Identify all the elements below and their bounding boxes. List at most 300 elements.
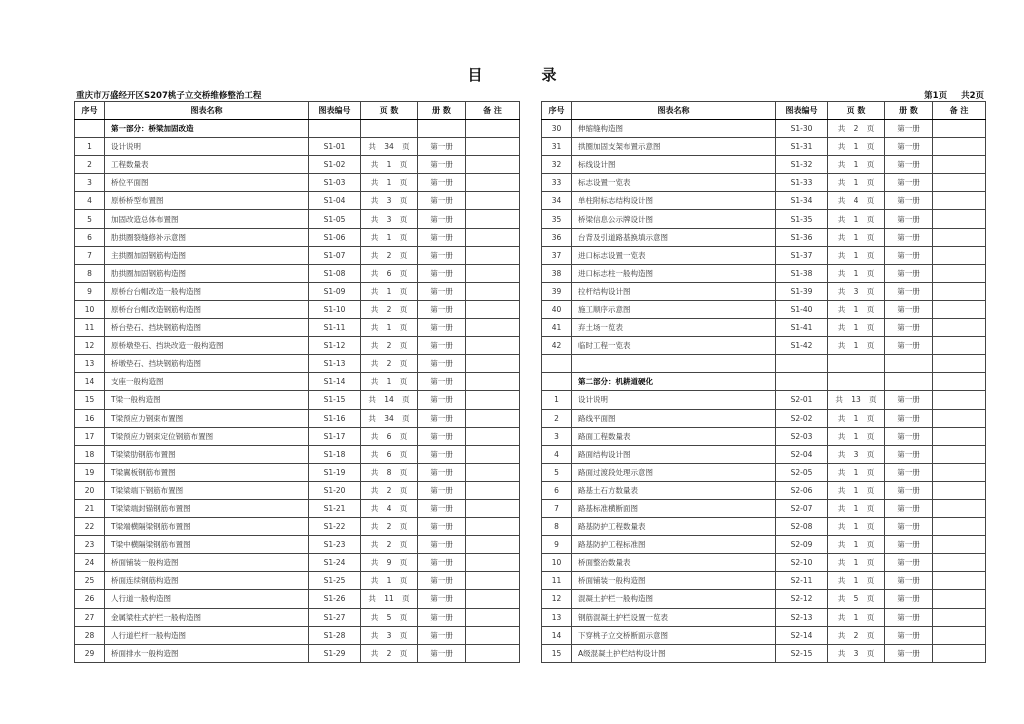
cell-pages: 共 1 页 <box>828 264 885 282</box>
cell-name: 主拱圈加固钢筋构造图 <box>105 246 309 264</box>
cell-no: 3 <box>75 174 105 192</box>
cell-code: S2-04 <box>776 445 828 463</box>
cell-no: 15 <box>75 391 105 409</box>
cell-remark <box>466 445 520 463</box>
cell-no: 16 <box>75 409 105 427</box>
cell-pages: 共 1 页 <box>828 300 885 318</box>
cell-code <box>776 373 828 391</box>
cell-name: 弃土场一览表 <box>572 319 776 337</box>
cell-volume: 第一册 <box>418 463 466 481</box>
cell-remark <box>466 264 520 282</box>
cell-code: S2-09 <box>776 536 828 554</box>
cell-remark <box>933 572 986 590</box>
cell-remark <box>933 246 986 264</box>
cell-code: S1-21 <box>309 499 361 517</box>
cell-no: 13 <box>542 608 572 626</box>
cell-remark <box>466 192 520 210</box>
table-header <box>75 102 520 120</box>
cell-name: 第二部分：机耕道硬化 <box>572 373 776 391</box>
cell-no: 25 <box>75 572 105 590</box>
cell-no: 11 <box>75 319 105 337</box>
cell-volume: 第一册 <box>418 409 466 427</box>
cell-pages: 共 2 页 <box>361 337 418 355</box>
cell-remark <box>466 120 520 138</box>
cell-code: S1-29 <box>309 644 361 662</box>
cell-remark <box>466 409 520 427</box>
cell-remark <box>933 536 986 554</box>
cell-volume: 第一册 <box>418 481 466 499</box>
cell-volume: 第一册 <box>885 192 933 210</box>
cell-name: A级混凝土护栏结构设计图 <box>572 644 776 662</box>
table-row <box>542 572 986 590</box>
cell-name: 施工顺序示意图 <box>572 300 776 318</box>
cell-code: S1-25 <box>309 572 361 590</box>
cell-pages: 共 1 页 <box>361 174 418 192</box>
table-row <box>75 499 520 517</box>
cell-no: 1 <box>75 138 105 156</box>
cell-code: S2-13 <box>776 608 828 626</box>
cell-name: 路线平面图 <box>572 409 776 427</box>
table-row <box>75 391 520 409</box>
cell-code: S1-24 <box>309 554 361 572</box>
cell-volume: 第一册 <box>885 228 933 246</box>
cell-no: 8 <box>75 264 105 282</box>
table-row <box>542 156 986 174</box>
cell-volume: 第一册 <box>418 373 466 391</box>
table-row <box>75 264 520 282</box>
cell-pages: 共 3 页 <box>828 644 885 662</box>
cell-volume: 第一册 <box>885 572 933 590</box>
cell-pages: 共 1 页 <box>361 373 418 391</box>
cell-no <box>75 120 105 138</box>
cell-no: 38 <box>542 264 572 282</box>
cell-volume: 第一册 <box>418 228 466 246</box>
cell-code: S1-37 <box>776 246 828 264</box>
cell-name: 桥梁信息公示牌设计图 <box>572 210 776 228</box>
cell-code: S1-27 <box>309 608 361 626</box>
header-remark: 备 注 <box>933 102 986 120</box>
cell-volume: 第一册 <box>418 156 466 174</box>
table-row <box>75 282 520 300</box>
cell-pages: 共 1 页 <box>828 518 885 536</box>
cell-pages: 共 1 页 <box>828 337 885 355</box>
cell-no: 4 <box>542 445 572 463</box>
cell-no: 5 <box>542 463 572 481</box>
table-row <box>542 463 986 481</box>
cell-pages <box>828 355 885 373</box>
cell-code: S2-06 <box>776 481 828 499</box>
cell-code: S2-02 <box>776 409 828 427</box>
cell-pages: 共 5 页 <box>361 608 418 626</box>
header-name: 图表名称 <box>105 102 309 120</box>
table-row <box>542 518 986 536</box>
cell-remark <box>933 210 986 228</box>
cell-remark <box>933 554 986 572</box>
cell-name: 路基防护工程标准图 <box>572 536 776 554</box>
cell-pages: 共 4 页 <box>828 192 885 210</box>
cell-name: 桥面铺装一般构造图 <box>105 554 309 572</box>
cell-volume: 第一册 <box>418 282 466 300</box>
table-row <box>542 264 986 282</box>
table-row <box>542 644 986 662</box>
cell-volume: 第一册 <box>418 210 466 228</box>
cell-volume: 第一册 <box>418 644 466 662</box>
table-row <box>75 210 520 228</box>
table-row <box>542 626 986 644</box>
cell-volume: 第一册 <box>885 518 933 536</box>
cell-no: 37 <box>542 246 572 264</box>
cell-remark <box>466 499 520 517</box>
cell-pages: 共 9 页 <box>361 554 418 572</box>
cell-remark <box>933 391 986 409</box>
cell-name: 第一部分：桥梁加固改造 <box>105 120 309 138</box>
cell-code: S1-07 <box>309 246 361 264</box>
table-row <box>542 174 986 192</box>
cell-name: 混凝土护栏一般构造图 <box>572 590 776 608</box>
table-row <box>75 644 520 662</box>
cell-no <box>542 373 572 391</box>
cell-no: 10 <box>75 300 105 318</box>
cell-no: 23 <box>75 536 105 554</box>
cell-code: S2-12 <box>776 590 828 608</box>
cell-pages: 共 14 页 <box>361 391 418 409</box>
cell-pages: 共 2 页 <box>828 626 885 644</box>
cell-name: 进口标志设置一览表 <box>572 246 776 264</box>
table-row <box>542 337 986 355</box>
cell-code: S1-15 <box>309 391 361 409</box>
cell-remark <box>933 590 986 608</box>
cell-name: 进口标志柱一般构造图 <box>572 264 776 282</box>
cell-volume: 第一册 <box>418 590 466 608</box>
cell-volume: 第一册 <box>418 608 466 626</box>
cell-pages: 共 1 页 <box>361 282 418 300</box>
cell-volume: 第一册 <box>418 337 466 355</box>
cell-remark <box>933 319 986 337</box>
cell-pages: 共 1 页 <box>828 499 885 517</box>
cell-volume: 第一册 <box>418 319 466 337</box>
cell-volume: 第一册 <box>885 554 933 572</box>
cell-name: 临时工程一览表 <box>572 337 776 355</box>
cell-code: S1-03 <box>309 174 361 192</box>
cell-remark <box>466 156 520 174</box>
cell-code: S1-18 <box>309 445 361 463</box>
table-row <box>75 427 520 445</box>
table-row <box>542 282 986 300</box>
cell-remark <box>466 572 520 590</box>
cell-remark <box>466 608 520 626</box>
cell-code <box>776 355 828 373</box>
cell-code: S1-12 <box>309 337 361 355</box>
cell-pages: 共 1 页 <box>361 228 418 246</box>
cell-name: 金属梁柱式护栏一般构造图 <box>105 608 309 626</box>
cell-remark <box>466 536 520 554</box>
cell-name: 工程数量表 <box>105 156 309 174</box>
cell-no: 33 <box>542 174 572 192</box>
cell-no: 3 <box>542 427 572 445</box>
table-row <box>542 409 986 427</box>
cell-no: 7 <box>75 246 105 264</box>
section-row <box>75 120 520 138</box>
cell-name: T梁预应力钢束定位钢筋布置图 <box>105 427 309 445</box>
cell-pages: 共 1 页 <box>828 319 885 337</box>
table-row <box>75 445 520 463</box>
cell-volume: 第一册 <box>418 192 466 210</box>
cell-pages: 共 1 页 <box>361 319 418 337</box>
table-row <box>75 590 520 608</box>
cell-no: 36 <box>542 228 572 246</box>
cell-code: S1-26 <box>309 590 361 608</box>
cell-pages: 共 1 页 <box>828 228 885 246</box>
cell-remark <box>933 445 986 463</box>
cell-no: 30 <box>542 120 572 138</box>
cell-remark <box>466 373 520 391</box>
cell-code: S1-39 <box>776 282 828 300</box>
cell-volume: 第一册 <box>885 409 933 427</box>
cell-name: 肋拱圈裂缝修补示意图 <box>105 228 309 246</box>
cell-name: 设计说明 <box>105 138 309 156</box>
cell-volume: 第一册 <box>885 427 933 445</box>
cell-name: 桥面排水一般构造图 <box>105 644 309 662</box>
cell-volume: 第一册 <box>885 608 933 626</box>
cell-code: S1-10 <box>309 300 361 318</box>
cell-name: 人行道栏杆一般构造图 <box>105 626 309 644</box>
page-title: 目 录 <box>467 66 579 84</box>
cell-name <box>572 355 776 373</box>
cell-remark <box>466 300 520 318</box>
cell-pages: 共 34 页 <box>361 138 418 156</box>
cell-code: S1-35 <box>776 210 828 228</box>
cell-no: 35 <box>542 210 572 228</box>
cell-name: T梁中横隔梁钢筋布置图 <box>105 536 309 554</box>
cell-volume: 第一册 <box>418 264 466 282</box>
table-row <box>75 319 520 337</box>
cell-volume: 第一册 <box>418 445 466 463</box>
cell-remark <box>933 300 986 318</box>
cell-code: S2-05 <box>776 463 828 481</box>
cell-remark <box>466 138 520 156</box>
cell-name: 单柱附标志结构设计图 <box>572 192 776 210</box>
cell-pages: 共 2 页 <box>828 120 885 138</box>
cell-pages <box>361 120 418 138</box>
cell-pages: 共 3 页 <box>828 445 885 463</box>
cell-pages: 共 2 页 <box>361 355 418 373</box>
cell-remark <box>466 554 520 572</box>
cell-remark <box>466 174 520 192</box>
cell-pages: 共 1 页 <box>828 174 885 192</box>
cell-no: 31 <box>542 138 572 156</box>
cell-volume: 第一册 <box>418 300 466 318</box>
cell-pages: 共 1 页 <box>828 246 885 264</box>
cell-pages: 共 1 页 <box>828 427 885 445</box>
cell-volume: 第一册 <box>885 644 933 662</box>
cell-volume: 第一册 <box>418 355 466 373</box>
cell-no: 14 <box>542 626 572 644</box>
cell-no: 40 <box>542 300 572 318</box>
cell-no: 32 <box>542 156 572 174</box>
cell-name: 下穿桃子立交桥断面示意图 <box>572 626 776 644</box>
cell-remark <box>933 174 986 192</box>
cell-no: 6 <box>75 228 105 246</box>
cell-volume: 第一册 <box>418 572 466 590</box>
table-row <box>75 246 520 264</box>
cell-volume: 第一册 <box>885 120 933 138</box>
cell-no: 39 <box>542 282 572 300</box>
cell-code: S1-04 <box>309 192 361 210</box>
table-row <box>542 138 986 156</box>
table-row <box>542 536 986 554</box>
cell-pages: 共 2 页 <box>361 300 418 318</box>
cell-pages: 共 1 页 <box>828 210 885 228</box>
cell-volume: 第一册 <box>418 518 466 536</box>
cell-pages: 共 2 页 <box>361 246 418 264</box>
cell-remark <box>933 608 986 626</box>
cell-name: 原桥台台帽改造一般构造图 <box>105 282 309 300</box>
cell-volume: 第一册 <box>418 554 466 572</box>
cell-no: 9 <box>75 282 105 300</box>
cell-no: 2 <box>75 156 105 174</box>
cell-code: S2-03 <box>776 427 828 445</box>
project-name: 重庆市万盛经开区S207桃子立交桥维修整治工程 <box>76 91 262 101</box>
cell-name: 路基防护工程数量表 <box>572 518 776 536</box>
cell-pages: 共 6 页 <box>361 264 418 282</box>
cell-code: S1-19 <box>309 463 361 481</box>
cell-remark <box>933 282 986 300</box>
cell-no <box>542 355 572 373</box>
cell-code: S1-14 <box>309 373 361 391</box>
section-row <box>542 373 986 391</box>
header-pages: 页 数 <box>361 102 418 120</box>
cell-no: 5 <box>75 210 105 228</box>
cell-volume: 第一册 <box>885 445 933 463</box>
table-row <box>75 626 520 644</box>
cell-volume: 第一册 <box>418 499 466 517</box>
table-row <box>75 554 520 572</box>
cell-pages: 共 11 页 <box>361 590 418 608</box>
cell-remark <box>466 644 520 662</box>
header-volume: 册 数 <box>418 102 466 120</box>
cell-volume: 第一册 <box>885 138 933 156</box>
cell-name: 原桥台台帽改造钢筋构造图 <box>105 300 309 318</box>
cell-code: S2-07 <box>776 499 828 517</box>
header-volume: 册 数 <box>885 102 933 120</box>
table-row <box>75 174 520 192</box>
cell-name: 桥面整治数量表 <box>572 554 776 572</box>
cell-remark <box>466 481 520 499</box>
cell-name: 桥台垫石、挡块钢筋构造图 <box>105 319 309 337</box>
cell-code: S1-13 <box>309 355 361 373</box>
cell-volume: 第一册 <box>885 174 933 192</box>
cell-no: 17 <box>75 427 105 445</box>
table-row <box>542 319 986 337</box>
cell-volume: 第一册 <box>885 626 933 644</box>
cell-name: 路面工程数量表 <box>572 427 776 445</box>
cell-remark <box>933 644 986 662</box>
table-row <box>542 445 986 463</box>
cell-no: 2 <box>542 409 572 427</box>
cell-pages: 共 1 页 <box>828 156 885 174</box>
cell-code: S1-30 <box>776 120 828 138</box>
cell-pages: 共 2 页 <box>361 536 418 554</box>
cell-code: S1-42 <box>776 337 828 355</box>
table-row <box>75 192 520 210</box>
cell-code <box>309 120 361 138</box>
table-row <box>542 608 986 626</box>
cell-code: S1-41 <box>776 319 828 337</box>
cell-remark <box>933 264 986 282</box>
cell-name: 原桥墩垫石、挡块改造一般构造图 <box>105 337 309 355</box>
cell-no: 12 <box>75 337 105 355</box>
cell-pages: 共 13 页 <box>828 391 885 409</box>
table-row <box>75 463 520 481</box>
table-row <box>542 427 986 445</box>
cell-code: S2-08 <box>776 518 828 536</box>
cell-code: S1-38 <box>776 264 828 282</box>
cell-remark <box>933 337 986 355</box>
cell-no: 10 <box>542 554 572 572</box>
cell-name: 肋拱圈加固钢筋构造图 <box>105 264 309 282</box>
index-table-right <box>541 101 986 663</box>
cell-pages: 共 2 页 <box>361 481 418 499</box>
cell-volume: 第一册 <box>885 463 933 481</box>
cell-code: S1-36 <box>776 228 828 246</box>
cell-name: 拱圈加固支架布置示意图 <box>572 138 776 156</box>
cell-remark <box>466 463 520 481</box>
cell-volume: 第一册 <box>885 536 933 554</box>
cell-pages: 共 3 页 <box>828 282 885 300</box>
cell-no: 8 <box>542 518 572 536</box>
header-pages: 页 数 <box>828 102 885 120</box>
cell-code: S1-23 <box>309 536 361 554</box>
table-row <box>75 481 520 499</box>
cell-volume: 第一册 <box>885 319 933 337</box>
cell-name: 标志设置一览表 <box>572 174 776 192</box>
cell-volume: 第一册 <box>885 156 933 174</box>
cell-code: S2-11 <box>776 572 828 590</box>
cell-remark <box>933 138 986 156</box>
cell-remark <box>466 427 520 445</box>
table-row <box>542 391 986 409</box>
cell-remark <box>466 355 520 373</box>
cell-volume: 第一册 <box>418 536 466 554</box>
cell-pages: 共 1 页 <box>828 138 885 156</box>
cell-name: T梁预应力钢束布置图 <box>105 409 309 427</box>
page-info <box>910 89 984 101</box>
cell-name: 路基土石方数量表 <box>572 481 776 499</box>
cell-no: 12 <box>542 590 572 608</box>
cell-remark <box>466 210 520 228</box>
cell-volume: 第一册 <box>885 210 933 228</box>
cell-code: S1-06 <box>309 228 361 246</box>
cell-remark <box>933 355 986 373</box>
cell-remark <box>933 120 986 138</box>
table-row <box>75 138 520 156</box>
cell-pages: 共 3 页 <box>361 626 418 644</box>
cell-pages: 共 6 页 <box>361 445 418 463</box>
table-row <box>542 355 986 373</box>
header-remark: 备 注 <box>466 102 520 120</box>
cell-name: 人行道一般构造图 <box>105 590 309 608</box>
table-row <box>75 337 520 355</box>
header-no: 序号 <box>75 102 105 120</box>
header-no: 序号 <box>542 102 572 120</box>
cell-remark <box>466 282 520 300</box>
cell-code: S1-09 <box>309 282 361 300</box>
cell-remark <box>466 228 520 246</box>
cell-name: T梁端横隔梁钢筋布置图 <box>105 518 309 536</box>
cell-no: 15 <box>542 644 572 662</box>
table-row <box>75 355 520 373</box>
page-current: 第1页 <box>924 91 948 101</box>
